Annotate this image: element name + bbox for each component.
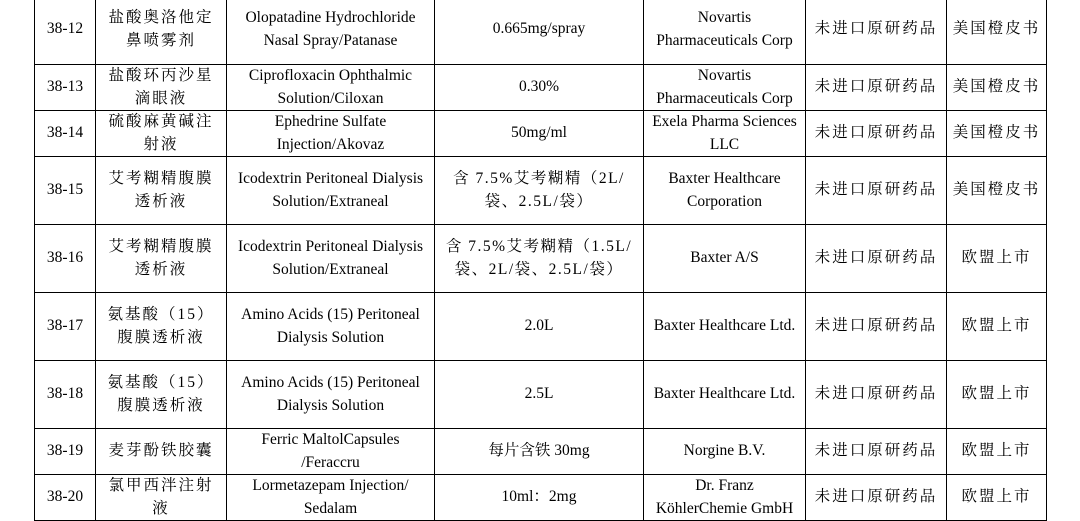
table-row [35, 293, 1047, 361]
drug-company: Dr. Franz KöhlerChemie GmbH [644, 475, 806, 521]
drug-company: Norgine B.V. [644, 429, 806, 475]
table-row [35, 65, 1047, 111]
drug-source: 美国橙皮书 [947, 65, 1047, 111]
drug-list-table [34, 0, 1047, 521]
drug-en-name: Icodextrin Peritoneal Dialysis Solution/Extraneal [227, 157, 435, 225]
row-id: 38-13 [35, 65, 96, 111]
drug-cn-name: 盐酸环丙沙星滴眼液 [96, 65, 227, 111]
drug-spec: 含 7.5%艾考糊精（1.5L/袋、2L/袋、2.5L/袋） [435, 225, 644, 293]
drug-en-name: Ephedrine Sulfate Injection/Akovaz [227, 111, 435, 157]
table-row [35, 0, 1047, 65]
drug-en-name: Ferric MaltolCapsules /Feraccru [227, 429, 435, 475]
drug-spec: 每片含铁 30mg [435, 429, 644, 475]
drug-spec: 50mg/ml [435, 111, 644, 157]
drug-en-name: Icodextrin Peritoneal Dialysis Solution/Extraneal [227, 225, 435, 293]
drug-source: 欧盟上市 [947, 429, 1047, 475]
drug-category: 未进口原研药品 [806, 225, 947, 293]
drug-category: 未进口原研药品 [806, 293, 947, 361]
drug-category: 未进口原研药品 [806, 65, 947, 111]
drug-spec: 2.0L [435, 293, 644, 361]
drug-company: Novartis Pharmaceuticals Corp [644, 65, 806, 111]
drug-cn-name: 麦芽酚铁胶囊 [96, 429, 227, 475]
drug-company: Novartis Pharmaceuticals Corp [644, 0, 806, 65]
drug-cn-name: 艾考糊精腹膜透析液 [96, 225, 227, 293]
row-id: 38-14 [35, 111, 96, 157]
drug-cn-name: 氨基酸（15）腹膜透析液 [96, 293, 227, 361]
drug-source: 欧盟上市 [947, 475, 1047, 521]
drug-en-name: Ciprofloxacin Ophthalmic Solution/Ciloxan [227, 65, 435, 111]
drug-cn-name: 氨基酸（15）腹膜透析液 [96, 361, 227, 429]
table-row [35, 225, 1047, 293]
drug-source: 美国橙皮书 [947, 0, 1047, 65]
table-row [35, 361, 1047, 429]
drug-source: 美国橙皮书 [947, 111, 1047, 157]
row-id: 38-12 [35, 0, 96, 65]
drug-company: Baxter A/S [644, 225, 806, 293]
table-row [35, 157, 1047, 225]
drug-category: 未进口原研药品 [806, 0, 947, 65]
row-id: 38-15 [35, 157, 96, 225]
drug-category: 未进口原研药品 [806, 111, 947, 157]
drug-cn-name: 艾考糊精腹膜透析液 [96, 157, 227, 225]
drug-company: Baxter Healthcare Ltd. [644, 293, 806, 361]
drug-en-name: Olopatadine Hydrochloride Nasal Spray/Patanase [227, 0, 435, 65]
table-row [35, 429, 1047, 475]
drug-spec: 0.30% [435, 65, 644, 111]
row-id: 38-17 [35, 293, 96, 361]
drug-en-name: Amino Acids (15) Peritoneal Dialysis Solution [227, 293, 435, 361]
drug-cn-name: 氯甲西泮注射液 [96, 475, 227, 521]
drug-source: 欧盟上市 [947, 293, 1047, 361]
drug-cn-name: 硫酸麻黄碱注射液 [96, 111, 227, 157]
row-id: 38-16 [35, 225, 96, 293]
drug-category: 未进口原研药品 [806, 429, 947, 475]
drug-category: 未进口原研药品 [806, 157, 947, 225]
row-id: 38-20 [35, 475, 96, 521]
drug-en-name: Amino Acids (15) Peritoneal Dialysis Solution [227, 361, 435, 429]
drug-cn-name: 盐酸奥洛他定鼻喷雾剂 [96, 0, 227, 65]
drug-spec: 含 7.5%艾考糊精（2L/袋、2.5L/袋） [435, 157, 644, 225]
drug-company: Baxter Healthcare Ltd. [644, 361, 806, 429]
drug-category: 未进口原研药品 [806, 475, 947, 521]
drug-spec: 0.665mg/spray [435, 0, 644, 65]
drug-spec: 2.5L [435, 361, 644, 429]
drug-source: 美国橙皮书 [947, 157, 1047, 225]
drug-source: 欧盟上市 [947, 361, 1047, 429]
drug-company: Baxter Healthcare Corporation [644, 157, 806, 225]
drug-category: 未进口原研药品 [806, 361, 947, 429]
drug-spec: 10ml：2mg [435, 475, 644, 521]
drug-source: 欧盟上市 [947, 225, 1047, 293]
drug-en-name: Lormetazepam Injection/ Sedalam [227, 475, 435, 521]
drug-company: Exela Pharma Sciences LLC [644, 111, 806, 157]
row-id: 38-19 [35, 429, 96, 475]
row-id: 38-18 [35, 361, 96, 429]
table-row [35, 111, 1047, 157]
